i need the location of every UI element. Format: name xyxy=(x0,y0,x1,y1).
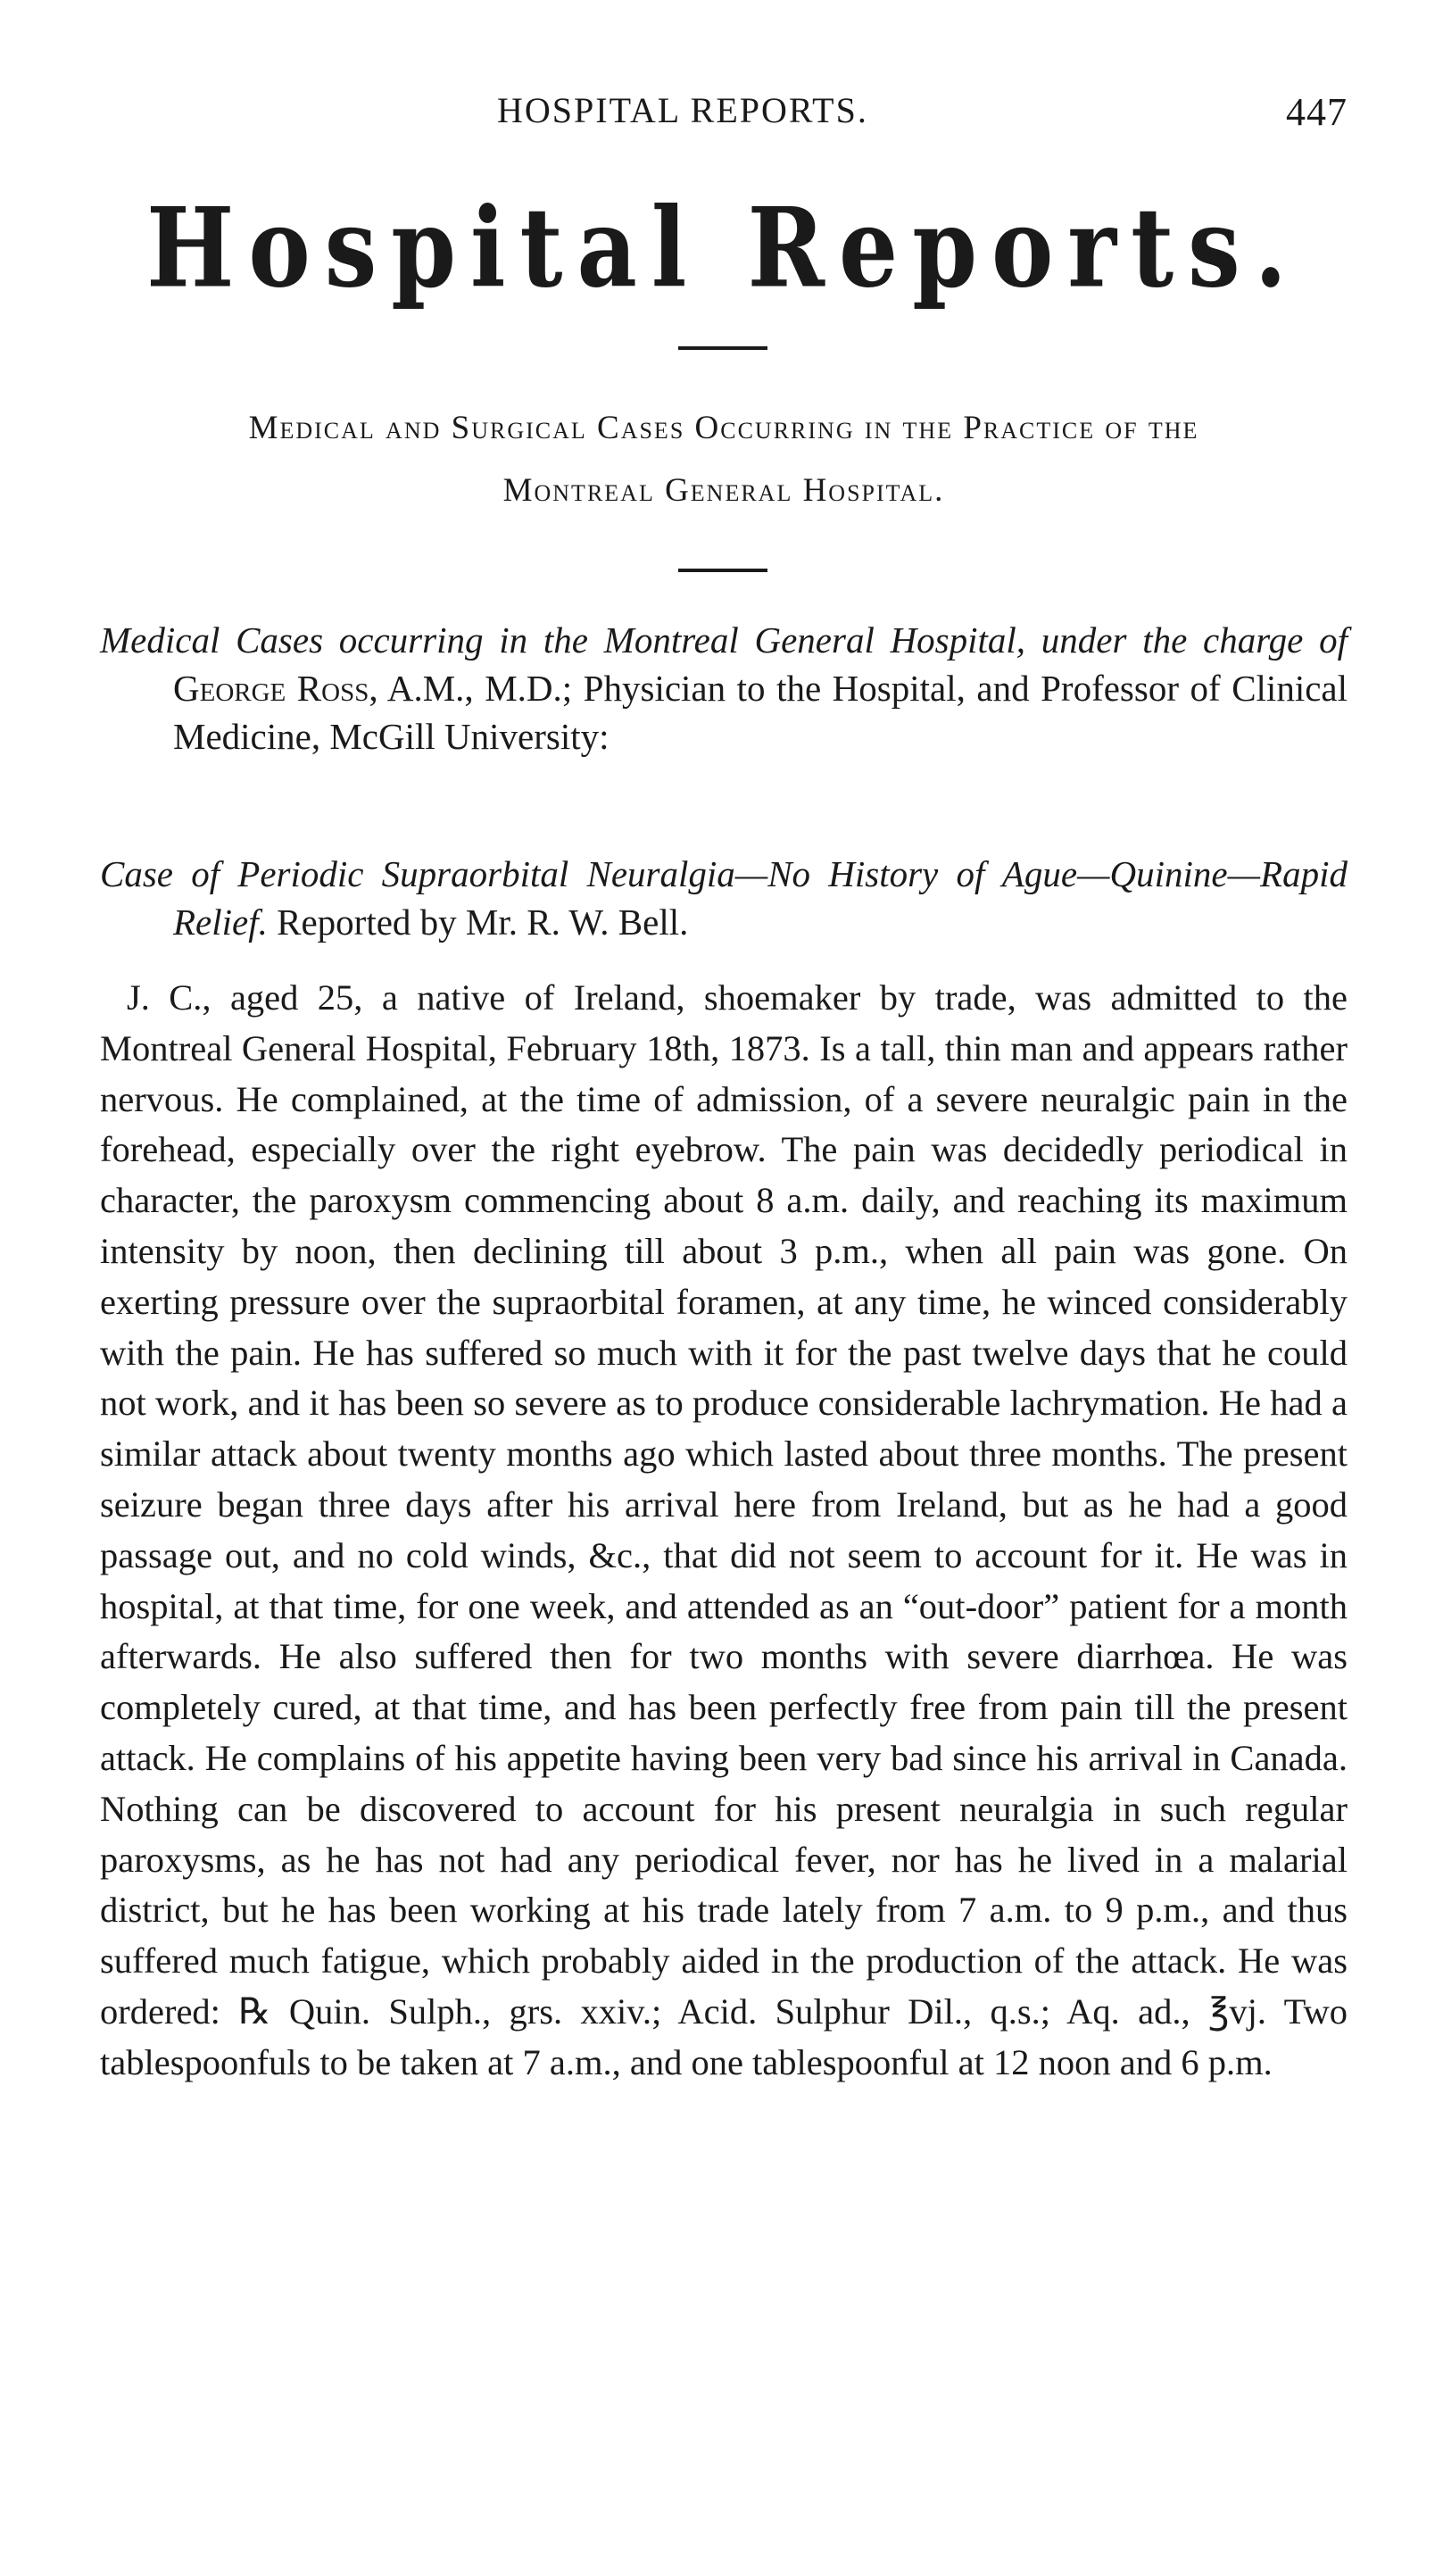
intro-rest: A.M., M.D.; Physician to the Hospital, and Professor of Clinical Medicine, McGill University: xyxy=(173,668,1348,757)
divider-rule xyxy=(678,569,767,572)
running-head xyxy=(100,89,1348,143)
section-heading xyxy=(100,397,1348,522)
case-reporter: Reported by Mr. R. W. Bell. xyxy=(267,902,689,943)
section-heading-line-1: Medical and Surgical Cases Occurring in the Practice of the xyxy=(248,410,1199,446)
divider-rule xyxy=(678,346,767,350)
masthead-title: Hospital Reports. xyxy=(146,183,1301,313)
page-number: 447 xyxy=(1286,90,1348,134)
section-heading-line-2: Montreal General Hospital. xyxy=(502,472,945,509)
intro-italic-lead: Medical Cases occurring in the Montreal General Hospital, under the charge of xyxy=(100,619,1348,661)
body-paragraph: J. C., aged 25, a native of Ireland, shoemaker by trade, was admitted to the Montreal General Hospital, February 18th, 1873. Is a tall, thin man and appears rather nervous. He complained, at the time of admission, of a severe neuralgic pain in the forehead, especially over the right eyebrow. The pain was decidedly periodical in character, the paroxysm commencing about 8 a.m. daily, and reaching its maximum intensity by noon, then declining till about 3 p.m., when all pain was gone. On exerting pressure over the supraorbital foramen, at any time, he winced considerably with the pain. He has suffered so much with it for the past twelve days that he could not work, and it has been so severe as to produce considerable lachrymation. He had a similar attack about twenty months ago which lasted about three months. The present seizure began three days after his arrival here from Ireland, but as he had a good passage out, and no cold winds, &c., that did not seem to account for it. He was in hospital, at that time, for one week, and attended as an “out-door” patient for a month afterwards. He also suffered then for two months with severe diarrhœa. He was completely cured, at that time, and has been perfectly free from pain till the present attack. He complains of his appetite having been very bad since his arrival in Canada. Nothing can be discovered to account for his present neuralgia in such regular paroxysms, as he has not had any periodical fever, nor has he lived in a malarial district, but he has been working at his trade lately from 7 a.m. to 9 p.m., and thus suffered much fatigue, which probably aided in the production of the attack. He was ordered: ℞ Quin. Sulph., grs. xxiv.; Acid. Sulphur Dil., q.s.; Aq. ad., ℥vj. Two tablespoonfuls to be taken at 7 a.m., and one tablespoonful at 12 noon and 6 p.m. xyxy=(100,977,1348,2082)
case-title-italic: Case of Periodic Supraorbital Neuralgia—No History of Ague—Quinine—Rapid Relief. xyxy=(100,853,1348,943)
physician-name: George Ross, xyxy=(173,668,378,709)
running-head-title: HOSPITAL REPORTS. xyxy=(497,90,868,130)
case-title xyxy=(100,850,1348,946)
case-body xyxy=(100,973,1348,2089)
intro-paragraph xyxy=(100,616,1348,760)
